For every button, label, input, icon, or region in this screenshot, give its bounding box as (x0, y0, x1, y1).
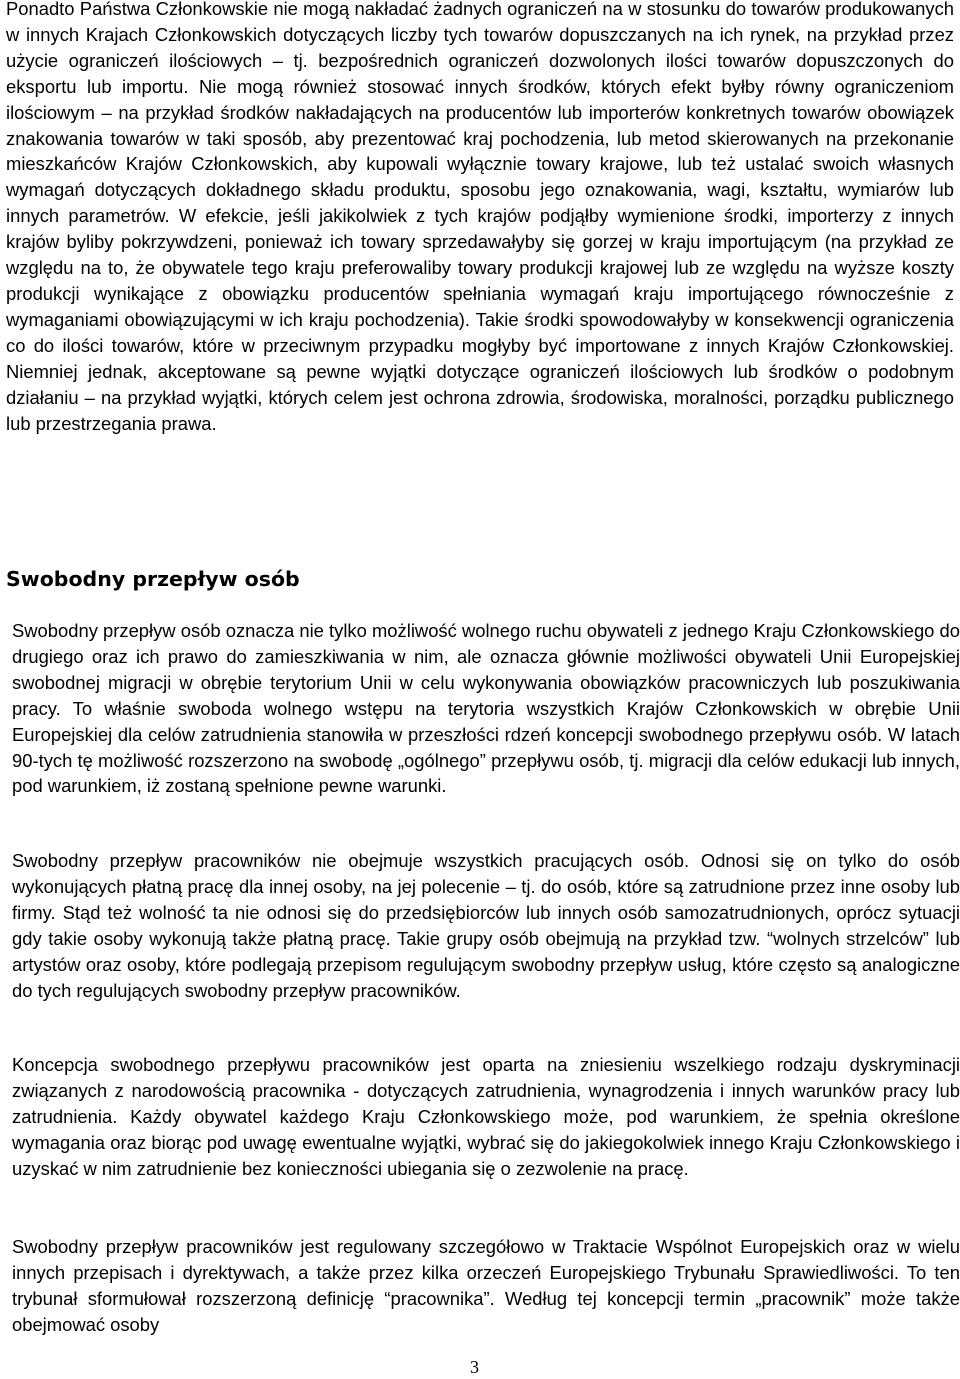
paragraph-text: Swobodny przepływ osób oznacza nie tylko możliwość wolnego ruchu obywateli z jednego Kraju Członkowskiego do drugiego oraz ich prawo do zamieszkiwania w nim, ale oznacza głównie możliwości obywateli Unii Europejskiej swobodnej migracji w obrębie terytorium Unii w celu wykonywania obowiązków pracowniczych lub poszukiwania pracy. To właśnie swoboda wolnego wstępu na terytoria wszystkich Krajów Członkowskich w obrębie Unii Europejskiej dla celów zatrudnienia stanowiła w przeszłości rdzeń koncepcji swobodnego przepływu osób. W latach 90-tych tę możliwość rozszerzono na swobodę „ogólnego” przepływu osób, tj. migracji dla celów edukacji lub innych, pod warunkiem, iż zostaną spełnione pewne warunki. (12, 620, 960, 797)
paragraph-text: Swobodny przepływ pracowników jest regulowany szczegółowo w Traktacie Wspólnot Europejskich oraz w wielu innych przepisach i dyrektywach, a także przez kilka orzeczeń Europejskiego Trybunału Sprawiedliwości. To ten trybunał sformułował rozszerzoną definicję “pracownika”. Według tej koncepcji termin „pracownik” może także obejmować osoby (12, 1236, 960, 1335)
paragraph-workers-scope (6, 848, 960, 1003)
page-number: 3 (470, 1357, 479, 1377)
paragraph-regulation (6, 1234, 960, 1338)
section-heading: Swobodny przepływ osób (6, 567, 300, 591)
paragraph-free-movement-persons (6, 618, 960, 799)
paragraph-goods-restrictions (6, 0, 954, 436)
paragraph-text: Koncepcja swobodnego przepływu pracowników jest oparta na zniesieniu wszelkiego rodzaju dyskryminacji związanych z narodowością pracownika - dotyczących zatrudnienia, wynagrodzenia i innych warunków pracy lub zatrudnienia. Każdy obywatel każdego Kraju Członkowskiego może, pod warunkiem, że spełnia określone wymagania oraz biorąc pod uwagę ewentualne wyjątki, wybrać się do jakiegokolwiek innego Kraju Członkowskiego i uzyskać w nim zatrudnienie bez konieczności ubiegania się o zezwolenie na pracę. (12, 1054, 960, 1179)
paragraph-text: Swobodny przepływ pracowników nie obejmuje wszystkich pracujących osób. Odnosi się on tylko do osób wykonujących płatną pracę dla innej osoby, na jej polecenie – tj. do osób, które są zatrudnione przez inne osoby lub firmy. Stąd też wolność ta nie odnosi się do przedsiębiorców lub innych osób samozatrudnionych, oprócz sytuacji gdy takie osoby wykonują także płatną pracę. Takie grupy osób obejmują na przykład tzw. “wolnych strzelców” lub artystów oraz osoby, które podlegają przepisom regulującym swobodny przepływ usług, które często są analogiczne do tych regulujących swobodny przepływ pracowników. (12, 850, 960, 1001)
paragraph-text: Ponadto Państwa Członkowskie nie mogą nakładać żadnych ograniczeń na w stosunku do towarów produkowanych w innych Krajach Członkowskich dotyczących liczby tych towarów dopuszczanych na ich rynek, na przykład przez użycie ograniczeń ilościowych – tj. bezpośrednich ograniczeń dozwolonych ilości towarów dopuszczonych do eksportu lub importu. Nie mogą również stosować innych środków, których efekt byłby równy ograniczeniom ilościowym – na przykład środków nakładających na producentów lub importerów konkretnych towarów obowiązek znakowania towarów w taki sposób, aby prezentować kraj pochodzenia, lub metod skierowanych na przekonanie mieszkańców Krajów Członkowskich, aby kupowali wyłącznie towary krajowe, lub też ustalać swoich własnych wymagań dotyczących dokładnego składu produktu, sposobu jego oznakowania, wagi, kształtu, wymiarów lub innych parametrów. W efekcie, jeśli jakikolwiek z tych krajów podjąłby wymienione środki, importerzy z innych krajów byliby pokrzywdzeni, ponieważ ich towary sprzedawałyby się gorzej w kraju importującym (na przykład ze względu na to, że obywatele tego kraju preferowaliby towary produkcji krajowej lub ze względu na wyższe koszty produkcji wynikające z obowiązku producentów spełniania wymagań kraju importującego równocześnie z wymaganiami obowiązującymi w ich kraju pochodzenia). Takie środki spowodowałyby w konsekwencji ograniczenia co do ilości towarów, które w przeciwnym przypadku mogłyby być importowane z innych Krajów Członkowskiej. Niemniej jednak, akceptowane są pewne wyjątki dotyczące ograniczeń ilościowych lub środków o podobnym działaniu – na przykład wyjątki, których celem jest ochrona zdrowia, środowiska, moralności, porządku publicznego lub przestrzegania prawa. (6, 0, 954, 434)
paragraph-non-discrimination (6, 1052, 960, 1182)
